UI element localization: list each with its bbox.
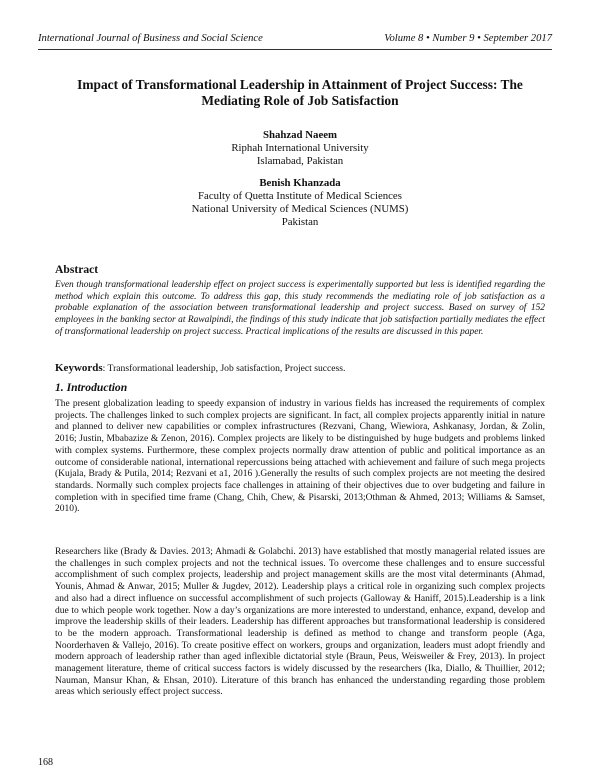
author-affiliation: Faculty of Quetta Institute of Medical Sciences <box>198 190 402 203</box>
abstract-text: Even though transformational leadership effect on project success is experimentally supported but less is identified regarding the method which explain this outcome. To address this gap, this study recommends the mediating role of job satisfaction as a probable explanation of the association between transformational leadership and project success. Based on survey of 152 employees in the banking sector at Rawalpindi, the findings of this study indicate that job satisfaction partially mediates the effect of transformational leadership on project success. Practical implications of the results are discussed in this paper. <box>55 280 545 337</box>
keywords-label: Keywords <box>55 362 103 374</box>
author-affiliation: National University of Medical Sciences (NUMS) <box>191 202 409 215</box>
paper-title: Impact of Transformational Leadership in Attainment of Project Success: The Mediating Role of Job Satisfaction <box>77 77 523 108</box>
page-number: 168 <box>38 757 53 768</box>
running-header <box>38 33 552 44</box>
author-name: Benish Khanzada <box>259 177 341 190</box>
author-block <box>60 129 540 229</box>
header-rule <box>38 49 552 50</box>
author-affiliation: Pakistan <box>281 215 319 228</box>
issue-info: Volume 8 • Number 9 • September 2017 <box>384 33 552 44</box>
keywords-text: : Transformational leadership, Job satisfaction, Project success. <box>102 363 346 374</box>
journal-name: International Journal of Business and Social Science <box>38 33 263 44</box>
abstract-heading: Abstract <box>55 263 99 276</box>
body-paragraph: Researchers like (Brady & Davies. 2013; Ahmadi & Golabchi. 2013) have established that mostly managerial related issues are the challenges in such complex projects and not the technical issues. To overcome these challenges and to ensure successful accomplishment of such complex projects, leadership and project management skills are the most vital determinants (Ahmad, Younis, Ahmad & Anwar, 2015; Muller & Jugdev, 2012). Leadership plays a critical role in organizing such complex projects and also had a direct influence on successful accomplishment of such projects (Galloway & Haniff, 2015).Leadership is a link due to which people work together. Now a day’s organizations are more interested to understand, enhance, expand, develop and improve the leadership skills of their leaders. Leadership has different approaches but transformational leadership is considered to be the modern approach. Transformational leadership is defined as method to change and transform people (Aga, Noorderhaven & Vallejo, 2016). To create positive effect on workers, groups and organization, leaders must adopt friendly and modern approach of leadership rather than aged inflexible dictatorial style (Braun, Peus, Weisweiler & Frey, 2013). In project management literature, theme of critical success factors is widely discussed by the researchers (Ika, Diallo, & Thuillier, 2012; Nauman, Mansur Khan, & Ehsan, 2010). Literature of this branch has enhanced the understanding regarding those problem areas which seriously effect project success. <box>55 547 545 698</box>
author-name: Shahzad Naeem <box>262 129 338 141</box>
section-heading: 1. Introduction <box>55 381 128 394</box>
keywords-line <box>55 362 545 374</box>
author-affiliation: Islamabad, Pakistan <box>256 154 344 167</box>
author-affiliation: Riphah International University <box>231 141 369 154</box>
body-paragraph: The present globalization leading to speedy expansion of industry in various fields has increased the requirements of complex projects. The challenges linked to such complex projects are significant. In fact, all complex projects apparently initial in nature and planned to deliver new capabilities or complex infrastructures (Rezvani, Chang, Wiewiora, Ashkanasy, Jordan, & Zolin, 2016; Justin, Mbabazize & Zenon, 2016). Complex projects are likely to be distinguished by huge budgets and problems linked with complex systems. Furthermore, these complex projects normally draw attention of public and political importance as an outcome of considerable national, international repercussions being attached with achievement and failure of such mega projects (Kujala, Brady & Putila, 2014; Rezvani et a1, 2016 ).Generally the results of such complex projects are not meeting the desired standards. Normally such complex projects face challenges in attaining of their objectives due to over budgeting and failure in completion with in specified time frame (Chang, Chih, Chew, & Pisarski, 2013;Othman & Ahmed, 2013; Williams & Samset, 2010). <box>55 399 545 515</box>
